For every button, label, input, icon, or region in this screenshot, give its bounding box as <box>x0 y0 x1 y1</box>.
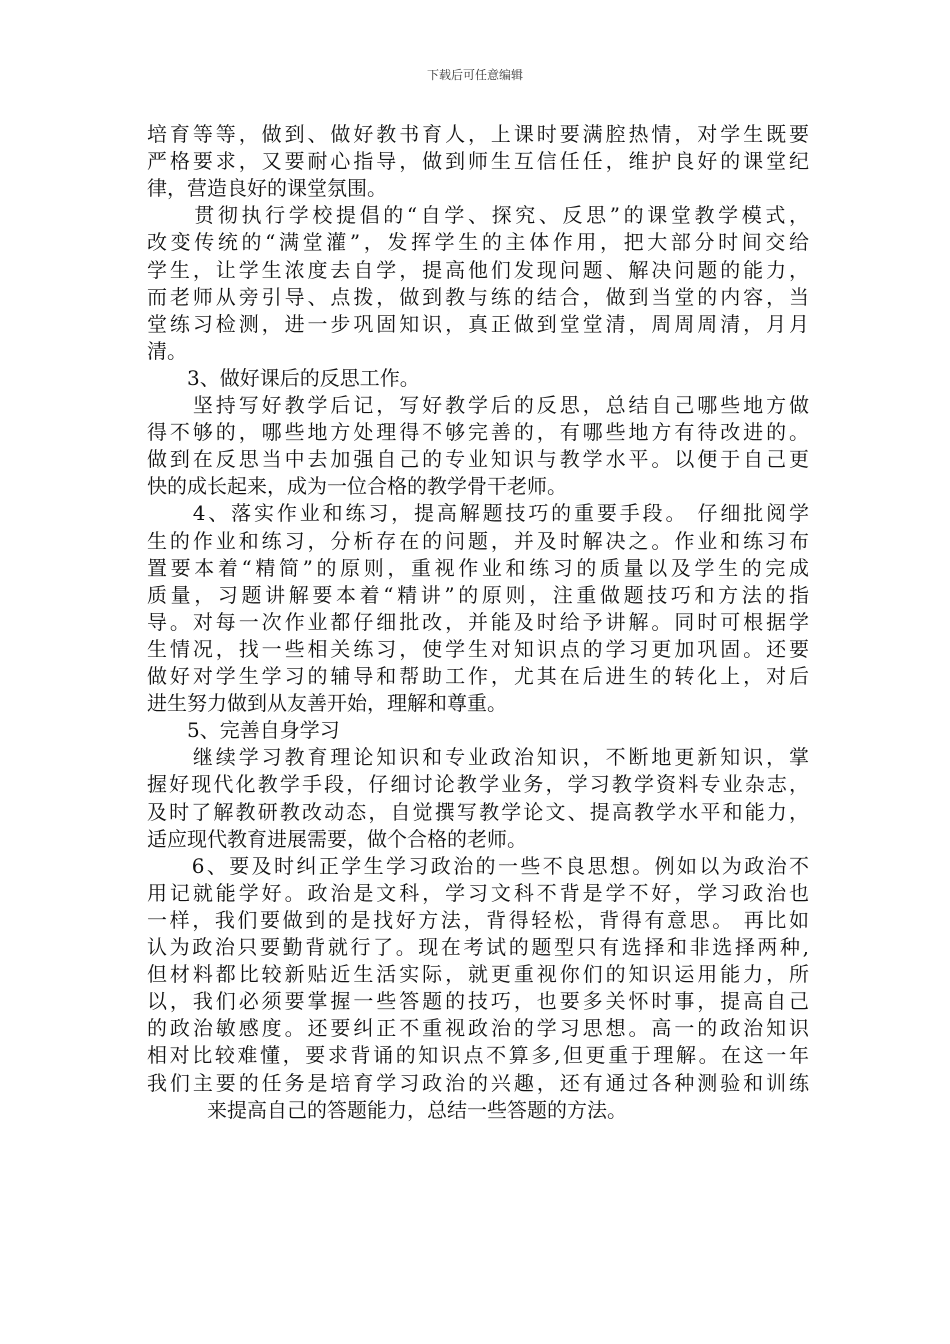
text-line: 律，营造良好的课堂氛围。 <box>147 176 387 201</box>
text-line: 堂练习检测，进一步巩固知识，真正做到堂堂清，周周周清，月月 <box>147 311 809 336</box>
text-line: 置要本着“精简”的原则，重视作业和练习的质量以及学生的完成 <box>147 555 809 580</box>
text-line: 来提高自己的答题能力，总结一些答题的方法。 <box>147 1097 627 1122</box>
text-line: 认为政治只要勤背就行了。现在考试的题型只有选择和非选择两种, <box>147 935 809 959</box>
text-line: 6、要及时纠正学生学习政治的一些不良思想。例如以为政治不 <box>147 853 809 878</box>
text-line: 用记就能学好。政治是文科，学习文科不背是学不好，学习政治也 <box>147 880 809 905</box>
text-line: 握好现代化教学手段，仔细讨论教学业务，学习教学资料专业杂志， <box>147 772 809 797</box>
text-line: 4、落实作业和练习，提高解题技巧的重要手段。 仔细批阅学 <box>147 501 809 526</box>
text-line: 及时了解教研教改动态，自觉撰写教学论文、提高教学水平和能力， <box>147 799 809 824</box>
text-line: 贯彻执行学校提倡的“自学、探究、反思”的课堂教学模式， <box>147 203 809 228</box>
text-line: 得不够的，哪些地方处理得不够完善的，有哪些地方有待改进的。 <box>147 420 809 445</box>
text-line: 而老师从旁引导、点拨，做到教与练的结合，做到当堂的内容，当 <box>147 284 809 309</box>
text-line: 培育等等，做到、做好教书育人，上课时要满腔热情，对学生既要 <box>147 122 809 146</box>
text-line: 3、做好课后的反思工作。 <box>147 365 420 390</box>
text-line: 相对比较难懂，要求背诵的知识点不算多,但更重于理解。在这一年 <box>147 1043 809 1068</box>
text-line: 但材料都比较新贴近生活实际，就更重视你们的知识运用能力，所 <box>147 962 809 987</box>
text-line: 快的成长起来，成为一位合格的教学骨干老师。 <box>147 474 567 499</box>
text-line: 学生，让学生浓度去自学，提高他们发现问题、解决问题的能力， <box>147 257 809 282</box>
text-line: 以，我们必须要掌握一些答题的技巧，也要多关怀时事，提高自己 <box>147 989 809 1014</box>
page-header: 下载后可任意编辑 <box>426 68 523 82</box>
text-line: 一样，我们要做到的是找好方法，背得轻松，背得有意思。 再比如 <box>147 907 809 932</box>
text-line: 做到在反思当中去加强自己的专业知识与教学水平。以便于自己更 <box>147 447 809 472</box>
text-line: 导。对每一次作业都仔细批改，并能及时给予讲解。同时可根据学 <box>147 609 809 634</box>
text-line: 质量，习题讲解要本着“精讲”的原则，注重做题技巧和方法的指 <box>147 582 809 607</box>
text-line: 生情况，找一些相关练习，使学生对知识点的学习更加巩固。还要 <box>147 636 809 661</box>
text-line: 的政治敏感度。还要纠正不重视政治的学习思想。高一的政治知识 <box>147 1016 809 1041</box>
text-line: 改变传统的“满堂灌”，发挥学生的主体作用，把大部分时间交给 <box>147 230 809 255</box>
text-line: 生的作业和练习，分析存在的问题，并及时解决之。作业和练习布 <box>147 528 809 553</box>
text-line: 坚持写好教学后记，写好教学后的反思，总结自己哪些地方做 <box>147 393 809 417</box>
text-line: 继续学习教育理论知识和专业政治知识，不断地更新知识，掌 <box>147 745 809 770</box>
text-line: 做好对学生学习的辅导和帮助工作，尤其在后进生的转化上，对后 <box>147 664 809 688</box>
text-line: 进生努力做到从友善开始，理解和尊重。 <box>147 691 507 716</box>
text-line: 适应现代教育进展需要，做个合格的老师。 <box>147 826 527 851</box>
text-line: 我们主要的任务是培育学习政治的兴趣，还有通过各种测验和训练 <box>147 1070 809 1095</box>
text-line: 清。 <box>147 338 187 363</box>
text-line: 5、完善自身学习 <box>147 718 340 743</box>
text-line: 严格要求，又要耐心指导，做到师生互信任任，维护良好的课堂纪 <box>147 149 809 174</box>
